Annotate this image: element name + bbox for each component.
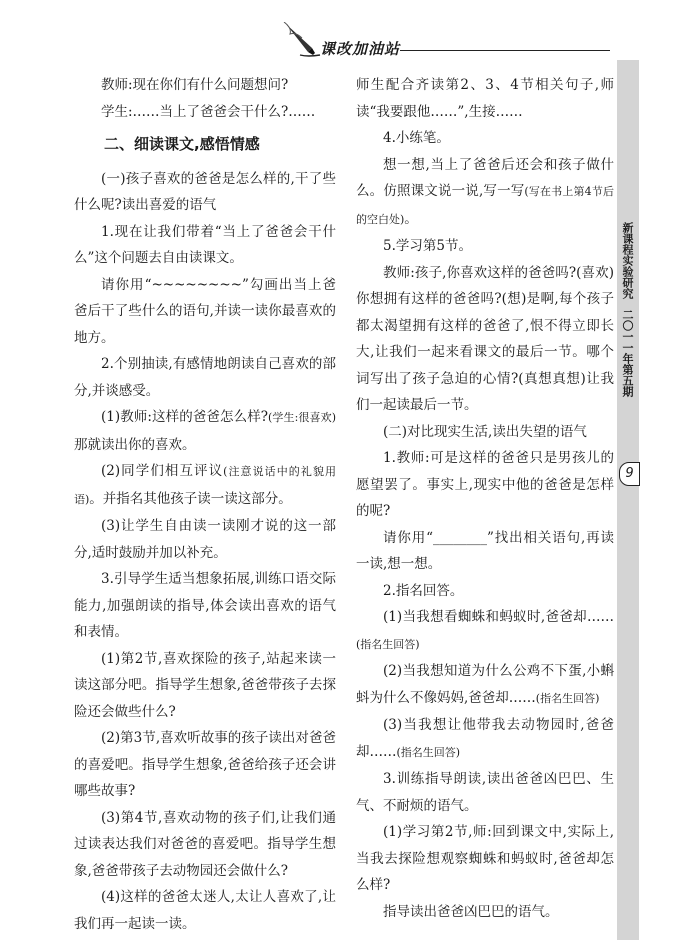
paragraph xyxy=(356,152,614,234)
note: (指名生回答) xyxy=(356,637,420,651)
note: (写在书上第4节后的空白处) xyxy=(356,185,614,226)
paragraph: 2.个别抽读,有感情地朗读自己喜欢的部分,并谈感受。 xyxy=(74,356,336,399)
note: (指名生回答) xyxy=(396,745,461,759)
sidebar-journal-info xyxy=(620,222,636,397)
header-title: 课改加油站 xyxy=(320,40,401,58)
text: (2)当我想知道为什么公鸡不下蛋,小蝌蚪为什么不像妈妈,爸爸却…… xyxy=(356,663,614,706)
section-heading: 二、细读课文,感悟情感 xyxy=(104,135,260,153)
note: (指名生回答) xyxy=(535,691,600,705)
paragraph: (3)第4节,喜欢动物的孩子们,让我们通过读表达我们对爸爸的喜爱吧。指导学生想象,爸爸带孩子去动物园还会做什么? xyxy=(74,809,336,879)
paragraph: 1.现在让我们带着“当上了爸爸会干什么”这个问题去自由读课文。 xyxy=(74,223,336,266)
right-column xyxy=(356,72,614,925)
page-number: 9 xyxy=(619,462,640,486)
paragraph: 5.学习第5节。 xyxy=(383,238,472,254)
text: (2)同学们相互评议 xyxy=(101,463,224,479)
paragraph: 教师:现在你们有什么问题想问? xyxy=(101,77,289,93)
paragraph xyxy=(356,658,614,712)
sidebar-strip xyxy=(617,60,639,940)
paragraph: (4)这样的爸爸太迷人,太让人喜欢了,让我们再一起读一读。 xyxy=(74,889,336,932)
text: 想一想,当上了爸爸后还会和孩子做什么。仿照课文说一说,写一写 xyxy=(356,156,614,199)
paragraph xyxy=(74,404,336,458)
sidebar-journal-name: 新课程实验研究 xyxy=(621,222,634,299)
paragraph: 师生配合齐读第2、3、4节相关句子,师读“我要跟他……”,生接…… xyxy=(356,77,614,120)
paragraph xyxy=(356,712,614,766)
paragraph: (2)第3节,喜欢听故事的孩子读出对爸爸的喜爱吧。指导学生想象,爸爸给孩子还会讲哪些故事? xyxy=(74,730,336,799)
paragraph: 指导读出爸爸凶巴巴的语气。 xyxy=(383,903,559,920)
paragraph: 4.小练笔。 xyxy=(383,130,450,146)
paragraph: (二)对比现实生活,读出失望的语气 xyxy=(383,423,587,440)
paragraph xyxy=(74,458,336,513)
header-rule xyxy=(400,50,610,51)
left-column xyxy=(74,72,336,937)
paragraph: 教师:孩子,你喜欢这样的爸爸吗?(喜欢)你想拥有这样的爸爸吗?(想)是啊,每个孩子都太渴望拥有这样的爸爸了,恨不得立即长大,让我们一起来看课文的最后一节。哪个词写出了孩子急迫的心情?(真想真想)让我们一起读最后一节。 xyxy=(356,264,614,413)
paragraph: 2.指名回答。 xyxy=(383,582,464,599)
page-header xyxy=(0,0,680,60)
pen-icon xyxy=(282,22,322,58)
paragraph: 1.教师:可是这样的爸爸只是男孩儿的愿望罢了。事实上,现实中他的爸爸是怎样的呢? xyxy=(356,450,614,519)
note: (学生:很喜欢) xyxy=(268,411,336,424)
text: (1)当我想看蜘蛛和蚂蚁时,爸爸却…… xyxy=(383,609,614,625)
paragraph: (1)第2节,喜欢探险的孩子,站起来读一读这部分吧。指导学生想象,爸爸带孩子去探险还会做些什么? xyxy=(74,650,336,720)
paragraph: (3)让学生自由读一读刚才说的这一部分,适时鼓励并加以补充。 xyxy=(74,518,336,561)
paragraph: 3.训练指导朗读,读出爸爸凶巴巴、生气、不耐烦的语气。 xyxy=(356,771,614,814)
paragraph: 3.引导学生适当想象拓展,训练口语交际能力,加强朗读的指导,体会读出喜欢的语气和表情。 xyxy=(74,571,336,640)
text: 。 xyxy=(404,210,418,227)
paragraph: (1)学习第2节,师:回到课文中,实际上,当我去探险想观察蜘蛛和蚂蚁时,爸爸却怎么样? xyxy=(356,824,614,893)
paragraph: 学生:……当上了爸爸会干什么?…… xyxy=(101,103,316,120)
text: 那就读出你的喜欢。 xyxy=(74,436,196,453)
paragraph xyxy=(356,604,614,658)
text: (3)当我想让他带我去动物园时,爸爸却…… xyxy=(356,717,614,760)
paragraph: 请你用“________”找出相关语句,再读一读,想一想。 xyxy=(356,529,614,572)
text: (1)教师:这样的爸爸怎么样? xyxy=(101,409,269,425)
paragraph: 请你用“~~~~~~~~”勾画出当上爸爸后干了些什么的语句,并读一读你最喜欢的地方。 xyxy=(74,276,336,346)
paragraph: (一)孩子喜欢的爸爸是怎么样的,干了些什么呢?读出喜爱的语气 xyxy=(74,170,336,213)
note: (注意说话中的礼貌用语) xyxy=(74,465,337,506)
sidebar-issue: 二〇一一年第五期 xyxy=(621,309,634,397)
text: 。并指名其他孩子读一读这部分。 xyxy=(89,490,292,507)
